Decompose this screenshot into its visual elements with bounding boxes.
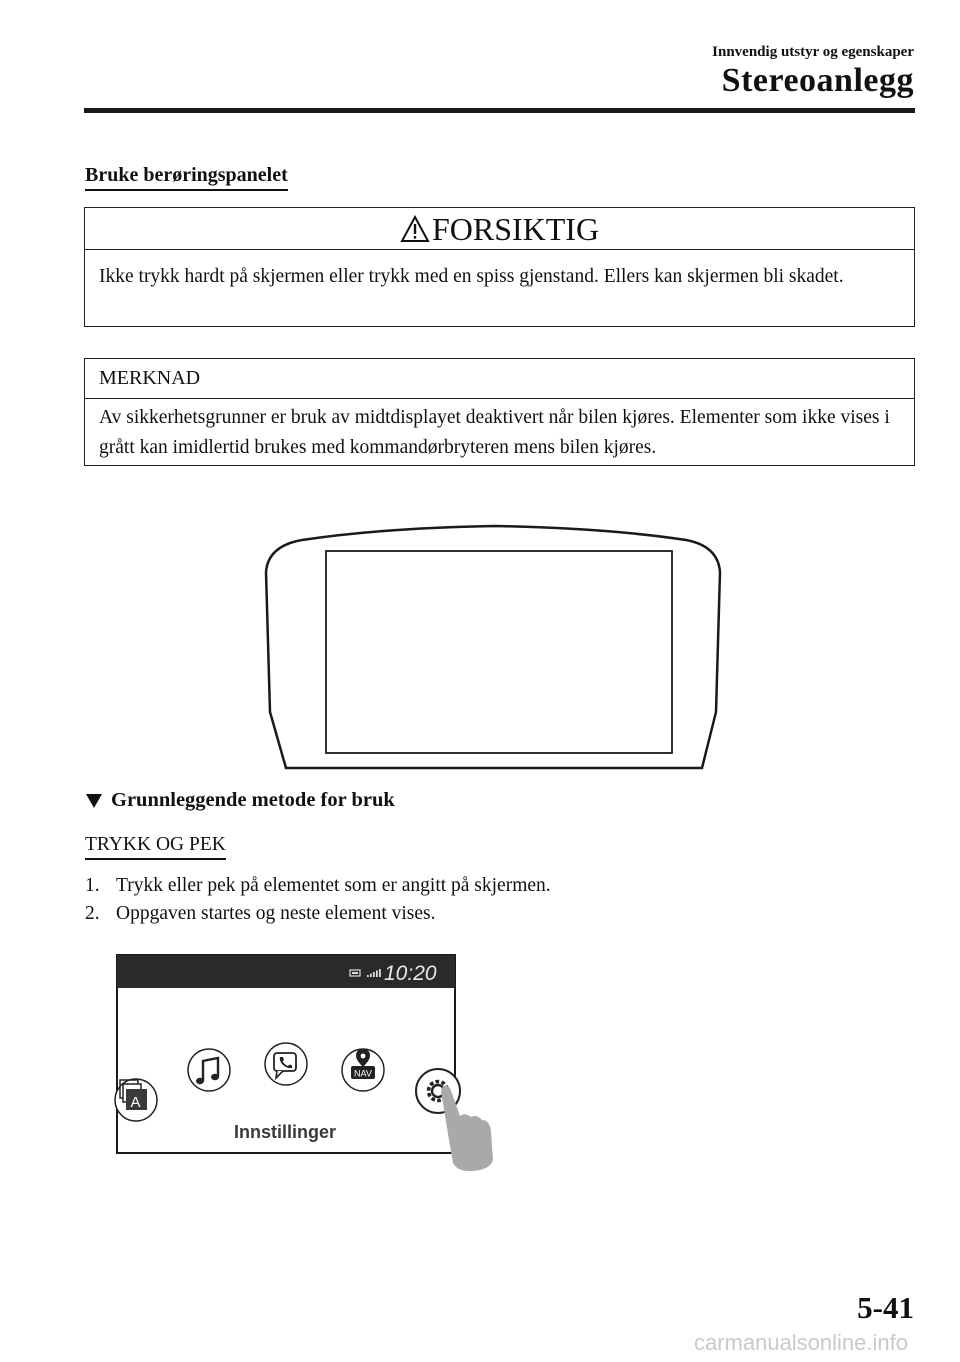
list-item: 1. Trykk eller pek på elementet som er angitt på skjermen. bbox=[85, 875, 551, 896]
center-display-illustration bbox=[262, 522, 724, 772]
subsection-text: Grunnleggende metode for bruk bbox=[111, 789, 395, 811]
section-title: Bruke berøringspanelet bbox=[85, 163, 288, 191]
subsection-heading bbox=[85, 789, 395, 812]
focus-label: Innstillinger bbox=[234, 1122, 337, 1142]
phone-icon[interactable] bbox=[265, 1043, 307, 1085]
touch-label: TRYKK OG PEK bbox=[85, 833, 226, 860]
triangle-down-icon bbox=[85, 793, 103, 809]
note-text: Av sikkerhetsgrunner er bruk av midtdisplayet deaktivert når bilen kjøres. Elementer som ikke vises i grått kan imidlertid brukes med kommandørbryteren mens bilen kjøres. bbox=[99, 407, 890, 458]
caution-header bbox=[85, 208, 914, 250]
watermark: carmanualsonline.info bbox=[693, 1330, 908, 1355]
navigation-icon[interactable] bbox=[342, 1049, 384, 1091]
clock-text: 10:20 bbox=[384, 962, 437, 985]
warning-triangle-icon bbox=[400, 215, 430, 243]
caution-text: Ikke trykk hardt på skjermen eller trykk med en spiss gjenstand. Ellers kan skjermen bli skadet. bbox=[99, 266, 844, 287]
list-item: 2. Oppgaven startes og neste element vises. bbox=[85, 903, 436, 924]
page-number: 5-41 bbox=[857, 1290, 914, 1325]
pointing-hand-icon bbox=[441, 1086, 493, 1172]
note-box bbox=[84, 358, 915, 466]
caution-heading: FORSIKTIG bbox=[431, 210, 600, 247]
display-screen bbox=[326, 551, 672, 753]
caution-box bbox=[84, 207, 915, 327]
nav-badge: NAV bbox=[354, 1068, 372, 1079]
header-rule bbox=[84, 108, 915, 113]
chapter-label: Innvendig utstyr og egenskaper bbox=[712, 44, 914, 60]
note-heading: MERKNAD bbox=[85, 359, 914, 399]
app-badge: A bbox=[130, 1094, 141, 1111]
music-icon[interactable] bbox=[188, 1049, 230, 1091]
page-title: Stereoanlegg bbox=[721, 62, 914, 99]
apps-icon[interactable] bbox=[115, 1079, 157, 1121]
home-screen-illustration bbox=[110, 950, 500, 1175]
steps-list bbox=[85, 872, 551, 928]
